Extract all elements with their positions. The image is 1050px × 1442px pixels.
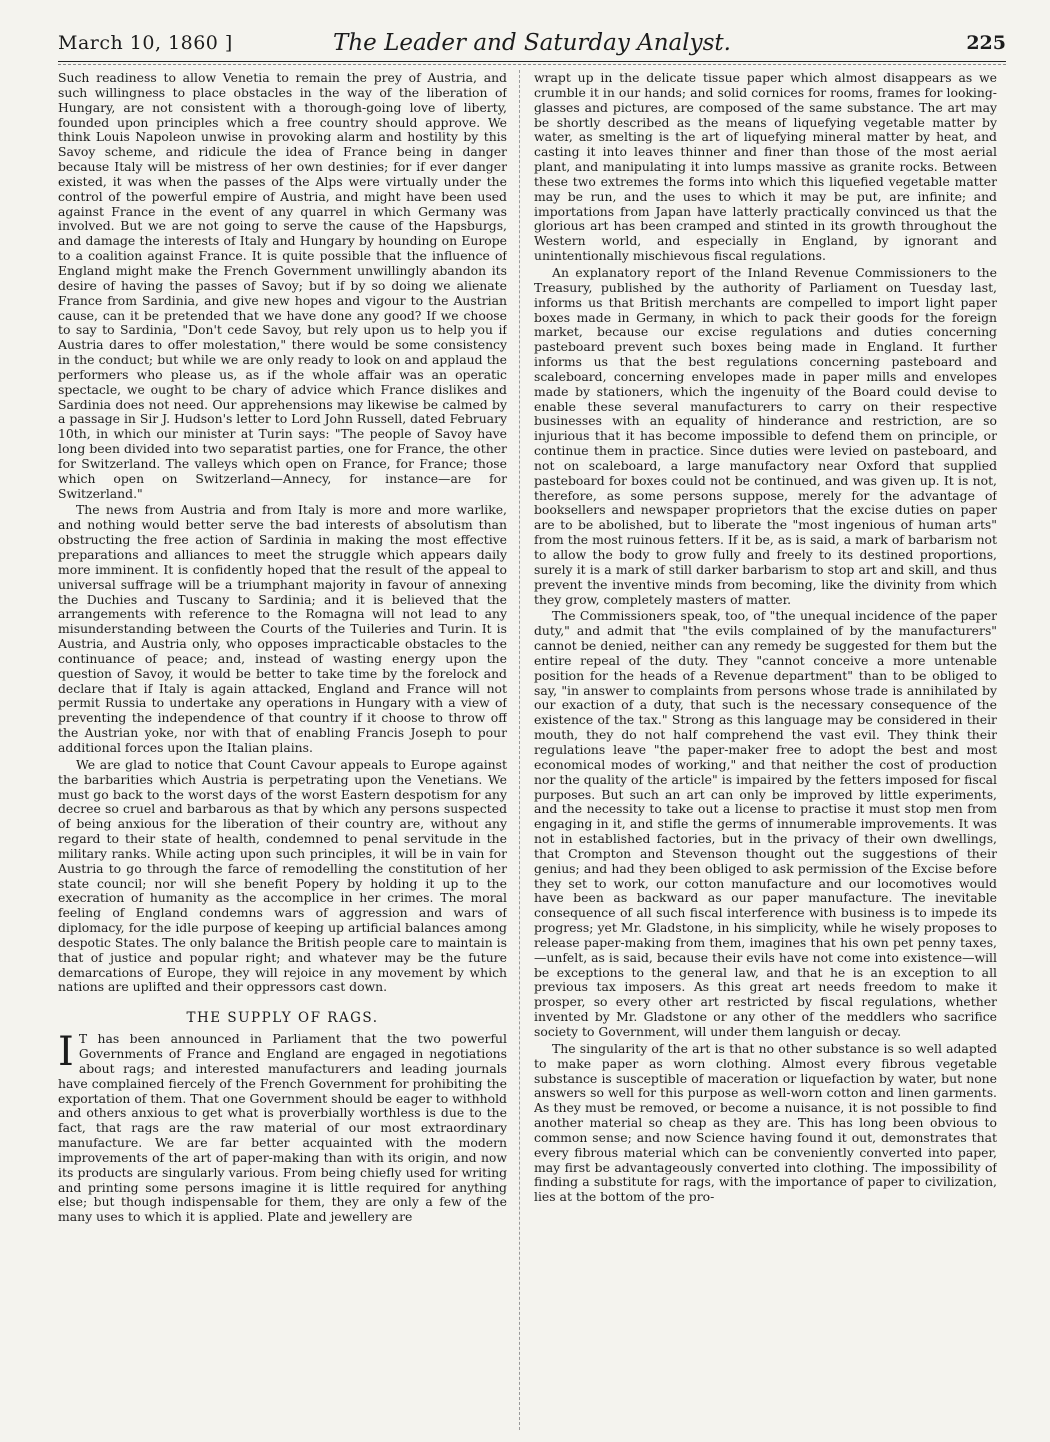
article-paragraph: An explanatory report of the Inland Revenue Commissioners to the Treasury, published by the authority of Parliament on Tuesday last, informs us that British merchants are compelled to import light paper boxes made in Germany, in which to pack their goods for the foreign market, because our excise regulations and duties concerning pasteboard prevent such boxes being made in England. It further informs us that the best regulations concerning pasteboard and scaleboard, concerning envelopes made in paper mills and envelopes made by stationers, which the ingenuity of the Board could devise to enable these several manufacturers to carry on their respective businesses with an equality of hinderance and restriction, are so injurious that it has become impossible to defend them on principle, or continue them in practice. Since duties were levied on pasteboard, and not on scaleboard, a large manufactory near Oxford that supplied pasteboard for boxes could not be continued, and was given up. It is not, therefore, as some persons suppose, merely for the advantage of booksellers and newspaper proprietors that the excise duties on paper are to be abolished, but to liberate the "most ingenious of human arts" from the most ruinous fetters. If it be, as is said, a mark of barbarism not to allow the body to grow fully and freely to its destined proportions, surely it is a mark of still darker barbarism to stop art and skill, and thus prevent the inventive minds from becoming, like the divinity from which they grow, completely masters of matter. xyxy=(534,264,997,607)
article-paragraph: wrapt up in the delicate tissue paper which almost disappears as we crumble it in our hands; and solid cornices for rooms, frames for looking-glasses and pictures, are composed of the same substance. The art may be shortly described as the means of liquefying vegetable matter by water, as smelting is the art of liquefying mineral matter by heat, and casting it into leaves thinner and finer than those of the most aerial plant, and manipulating it into lumps massive as granite rocks. Between these two extremes the forms into which this liquefied vegetable matter may be run, and the uses to which it may be put, are infinite; and importations from Japan have latterly practically convinced us that the glorious art has been cramped and stinted in its growth throughout the Western world, and especially in England, by ignorant and unintentionally mischievous fiscal regulations. xyxy=(534,71,997,264)
drop-cap: I xyxy=(58,1029,74,1076)
issue-date: March 10, 1860 ] xyxy=(58,32,233,54)
right-column xyxy=(534,71,997,1434)
article-paragraph: The singularity of the art is that no other substance is so well adapted to make paper as worn clothing. Almost every fibrous vegetable substance is susceptible of maceration or liquefaction by water, but none answers so well for this purpose as well-worn cotton and linen garments. As they must be removed, or become a nuisance, it is not possible to find another material so cheap as they are. This has long been obvious to common sense; and now Science having found it out, demonstrates that every fibrous material which can be conveniently converted into paper, may first be advantageously converted into clothing. The impossibility of finding a substitute for rags, with the importance of paper to civilization, lies at the bottom of the pro- xyxy=(534,1040,997,1205)
section-first-paragraph xyxy=(58,1029,507,1225)
column-divider xyxy=(519,70,520,1430)
page-number: 225 xyxy=(966,32,1006,54)
left-column xyxy=(58,71,507,1434)
publication-title: The Leader and Saturday Analyst. xyxy=(333,30,731,56)
running-head xyxy=(58,30,1006,58)
article-paragraph: The news from Austria and from Italy is more and more warlike, and nothing would better serve the bad interests of absolutism than obstructing the free action of Sardinia in making the most effective preparations and alliances to meet the struggle which appears daily more imminent. It is confidently hoped that the result of the appeal to universal suffrage will be a triumphant majority in favour of annexing the Duchies and Tuscany to Sardinia; and it is believed that the arrangements with reference to the Romagna will not lead to any misunderstanding between the Courts of the Tuileries and Turin. It is Austria, and Austria only, who opposes impracticable obstacles to the continuance of peace; and, instead of wasting energy upon the question of Savoy, it would be better to take time by the forelock and declare that if Italy is again attacked, England and France will not permit Russia to undertake any operations in Hungary with a view of preventing the independence of that country if it choose to throw off the Austrian yoke, nor with that of enabling Francis Joseph to pour additional forces upon the Italian plains. xyxy=(58,502,507,755)
article-paragraph: Such readiness to allow Venetia to remain the prey of Austria, and such willingness to place obstacles in the way of the liberation of Hungary, are not consistent with a thorough-going love of liberty, founded upon principles which a free country should approve. We think Louis Napoleon unwise in provoking alarm and hostility by this Savoy scheme, and ridicule the idea of France being in danger because Italy will be mistress of her own destinies; for if ever danger existed, it was when the passes of the Alps were virtually under the control of the powerful empire of Austria, and might have been used against France in the event of any quarrel in which Germany was involved. But we are not going to serve the cause of the Hapsburgs, and damage the interests of Italy and Hungary by hounding on Europe to a coalition against France. It is quite possible that the influence of England might make the French Government unwillingly abandon its desire of having the passes of Savoy; but if by so doing we alienate France from Sardinia, and give new hopes and vigour to the Austrian cause, can it be pretended that we have done any good? If we choose to say to Sardinia, "Don't cede Savoy, but rely upon us to help you if Austria dares to offer molestation," there would be some consistency in the conduct; but while we are only ready to look on and applaud the performers who please us, as if the whole affair was an operatic spectacle, we ought to be chary of advice which France dislikes and Sardinia does not need. Our apprehensions may likewise be calmed by a passage in Sir J. Hudson's letter to Lord John Russell, dated February 10th, in which our minister at Turin says: "The people of Savoy have long been divided into two separatist parties, one for France, the other for Switzerland. The valleys which open on France, for France; those which open on Switzerland—Annecy, for instance—are for Switzerland." xyxy=(58,71,507,501)
header-rule xyxy=(58,61,1006,62)
article-paragraph: We are glad to notice that Count Cavour appeals to Europe against the barbarities which Austria is perpetrating upon the Venetians. We must go back to the worst days of the worst Eastern despotism for any decree so cruel and barbarous as that by which any persons suspected of being anxious for the liberation of their country are, without any regard to their state of health, condemned to penal servitude in the military ranks. While acting upon such principles, it will be in vain for Austria to go through the farce of remodelling the constitution of her state council; nor will she benefit Popery by holding it up to the execration of humanity as the accomplice in her crimes. The moral feeling of England condemns wars of aggression and wars of diplomacy, for the idle purpose of keeping up artificial balances among despotic States. The only balance the British people care to maintain is that of justice and popular right; and whatever may be the future demarcations of Europe, they will rejoice in any movement by which nations are uplifted and their oppressors cast down. xyxy=(58,756,507,995)
article-paragraph: The Commissioners speak, too, of "the unequal incidence of the paper duty," and admit that "the evils complained of by the manufacturers" cannot be denied, neither can any remedy be suggested for them but the entire repeal of the duty. They "cannot conceive a more untenable position for the heads of a Revenue department" than to be obliged to say, "in answer to complaints from persons whose trade is annihilated by our exaction of a duty, that such is the necessary consequence of the existence of the tax." Strong as this language may be considered in their mouth, they do not half comprehend the vast evil. They think their regulations leave "the paper-maker free to adopt the best and most economical modes of working," and that neither the cost of production nor the quality of the article" is impaired by the fetters imposed for fiscal purposes. But such an art can only be improved by little experiments, and the necessity to take out a license to practise it must stop men from engaging in it, and stifle the germs of innumerable improvements. It was not in established factories, but in the privacy of their own dwellings, that Crompton and Stevenson thought out the suggestions of their genius; and had they been obliged to ask permission of the Excise before they set to work, our cotton manufacture and our locomotives would have been as backward as our paper manufacture. The inevitable consequence of all such fiscal interference with business is to impede its progress; yet Mr. Gladstone, in his simplicity, while he wisely proposes to release paper-making from them, imagines that his own pet penny taxes, —unfelt, as is said, because their evils have not come into existence—will be exceptions to the general law, and that he is an exception to all previous tax imposers. As this great art needs freedom to make it prosper, so every other art restricted by fiscal regulations, whether invented by Mr. Gladstone or any other of the meddlers who sacrifice society to Government, will under them languish or decay. xyxy=(534,608,997,1039)
section-heading: THE SUPPLY OF RAGS. xyxy=(186,1010,379,1027)
section-first-paragraph-text: T has been announced in Parliament that the two powerful Governments of France and England are engaged in negotiations about rags; and interested manufacturers and leading journals have complained fiercely of the French Government for prohibiting the exportation of them. That one Government should be eager to withhold and others anxious to get what is proverbially worthless is due to the fact, that rags are the raw material of our most extraordinary manufacture. We are far better acquainted with the modern improvements of the art of paper-making than with its origin, and now its products are singularly various. From being chiefly used for writing and printing some persons imagine it is little required for anything else; but though indispensable for them, they are only a few of the many uses to which it is applied. Plate and jewellery are xyxy=(58,1031,507,1225)
header-rule-dashed xyxy=(58,64,1006,65)
